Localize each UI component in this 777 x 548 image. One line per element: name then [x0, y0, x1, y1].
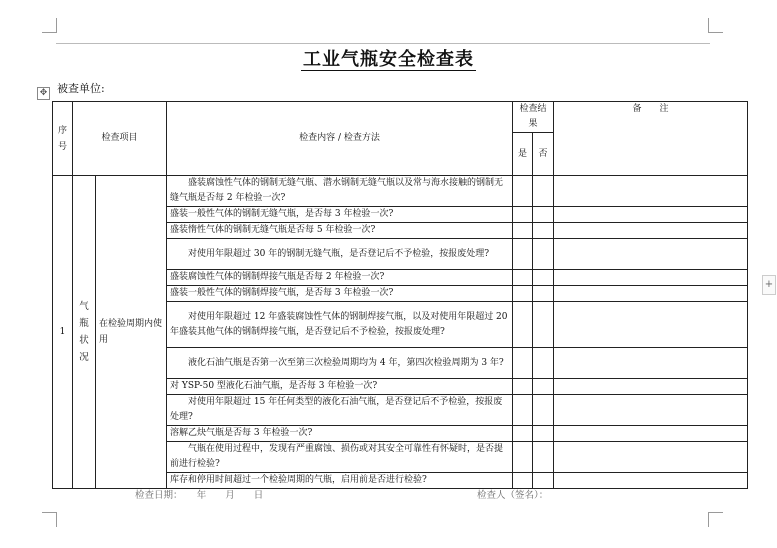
- remarks-cell[interactable]: [554, 379, 748, 395]
- group-seq: 1: [53, 176, 73, 489]
- result-yes-cell[interactable]: [513, 270, 533, 286]
- result-yes-cell[interactable]: [513, 207, 533, 223]
- result-yes-cell[interactable]: [513, 395, 533, 426]
- result-no-cell[interactable]: [533, 426, 554, 442]
- remarks-cell[interactable]: [554, 270, 748, 286]
- check-content: 盛装一般性气体的钢制焊接气瓶，是否每 3 年检验一次?: [167, 286, 513, 302]
- expand-side-icon[interactable]: +: [762, 275, 776, 295]
- result-no-cell[interactable]: [533, 442, 554, 473]
- result-no-cell[interactable]: [533, 223, 554, 239]
- inspection-date-label: 检查日期： 年 月 日: [135, 490, 264, 501]
- result-no-cell[interactable]: [533, 379, 554, 395]
- header-result: 检查结果: [513, 102, 554, 133]
- check-content: 液化石油气瓶是否第一次至第三次检验周期均为 4 年，第四次检验周期为 3 年?: [167, 348, 513, 379]
- header-item: 检查项目: [73, 102, 167, 176]
- group-subcategory: 在检验周期内使用: [96, 176, 167, 489]
- inspector-signature-label: 检查人（签名）：: [477, 490, 549, 501]
- remarks-cell[interactable]: [554, 473, 748, 489]
- result-no-cell[interactable]: [533, 270, 554, 286]
- result-no-cell[interactable]: [533, 207, 554, 223]
- check-content: 对使用年限超过 15 年任何类型的液化石油气瓶，是否登记后不予检验，按报废处理?: [167, 395, 513, 426]
- result-yes-cell[interactable]: [513, 348, 533, 379]
- remarks-cell[interactable]: [554, 302, 748, 348]
- crop-mark-bottom-right: [708, 512, 723, 527]
- check-content: 对使用年限超过 30 年的钢制无缝气瓶，是否登记后不予检验，按报废处理?: [167, 239, 513, 270]
- header-no: 否: [533, 133, 554, 176]
- header-rule: [56, 43, 710, 44]
- check-content: 盛装腐蚀性气体的钢制无缝气瓶、潜水钢制无缝气瓶以及常与海水接触的钢制无缝气瓶是否每 2 年检验一次?: [167, 176, 513, 207]
- result-yes-cell[interactable]: [513, 239, 533, 270]
- crop-mark-top-right: [708, 18, 723, 33]
- remarks-cell[interactable]: [554, 239, 748, 270]
- crop-mark-top-left: [42, 18, 57, 33]
- result-no-cell[interactable]: [533, 286, 554, 302]
- remarks-cell[interactable]: [554, 286, 748, 302]
- remarks-cell[interactable]: [554, 395, 748, 426]
- header-remarks: 备 注: [554, 102, 748, 176]
- result-yes-cell[interactable]: [513, 379, 533, 395]
- check-content: 溶解乙炔气瓶是否每 3 年检验一次?: [167, 426, 513, 442]
- result-no-cell[interactable]: [533, 302, 554, 348]
- result-no-cell[interactable]: [533, 239, 554, 270]
- crop-mark-bottom-left: [42, 512, 57, 527]
- result-yes-cell[interactable]: [513, 286, 533, 302]
- check-content: 库存和停用时间超过一个检验周期的气瓶，启用前是否进行检验?: [167, 473, 513, 489]
- remarks-cell[interactable]: [554, 426, 748, 442]
- result-yes-cell[interactable]: [513, 426, 533, 442]
- check-content: 盛装惰性气体的钢制无缝气瓶是否每 5 年检验一次?: [167, 223, 513, 239]
- result-yes-cell[interactable]: [513, 176, 533, 207]
- remarks-cell[interactable]: [554, 223, 748, 239]
- result-no-cell[interactable]: [533, 348, 554, 379]
- remarks-cell[interactable]: [554, 176, 748, 207]
- header-content: 检查内容 / 检查方法: [167, 102, 513, 176]
- table-row: [53, 176, 748, 207]
- remarks-cell[interactable]: [554, 442, 748, 473]
- page-title-text: 工业气瓶安全检查表: [303, 49, 474, 70]
- check-content: 盛装一般性气体的钢制无缝气瓶，是否每 3 年检验一次?: [167, 207, 513, 223]
- result-yes-cell[interactable]: [513, 442, 533, 473]
- result-yes-cell[interactable]: [513, 302, 533, 348]
- group-category: 气瓶状况: [73, 176, 96, 489]
- header-seq: 序号: [53, 102, 73, 176]
- result-no-cell[interactable]: [533, 176, 554, 207]
- page-title: [0, 45, 777, 71]
- table-move-handle-icon[interactable]: ✥: [37, 87, 50, 100]
- result-no-cell[interactable]: [533, 395, 554, 426]
- check-content: 对使用年限超过 12 年盛装腐蚀性气体的钢制焊接气瓶，以及对使用年限超过 20 年盛装其他气体的钢制焊接气瓶，是否登记后不予检验，按报废处理?: [167, 302, 513, 348]
- inspection-table: [52, 101, 748, 489]
- check-content: 气瓶在使用过程中，发现有严重腐蚀、损伤或对其安全可靠性有怀疑时，是否提前进行检验?: [167, 442, 513, 473]
- remarks-cell[interactable]: [554, 207, 748, 223]
- check-content: 对 YSP-50 型液化石油气瓶，是否每 3 年检验一次?: [167, 379, 513, 395]
- result-yes-cell[interactable]: [513, 223, 533, 239]
- remarks-cell[interactable]: [554, 348, 748, 379]
- inspected-unit-label: 被查单位:: [57, 82, 105, 95]
- header-yes: 是: [513, 133, 533, 176]
- check-content: 盛装腐蚀性气体的钢制焊接气瓶是否每 2 年检验一次?: [167, 270, 513, 286]
